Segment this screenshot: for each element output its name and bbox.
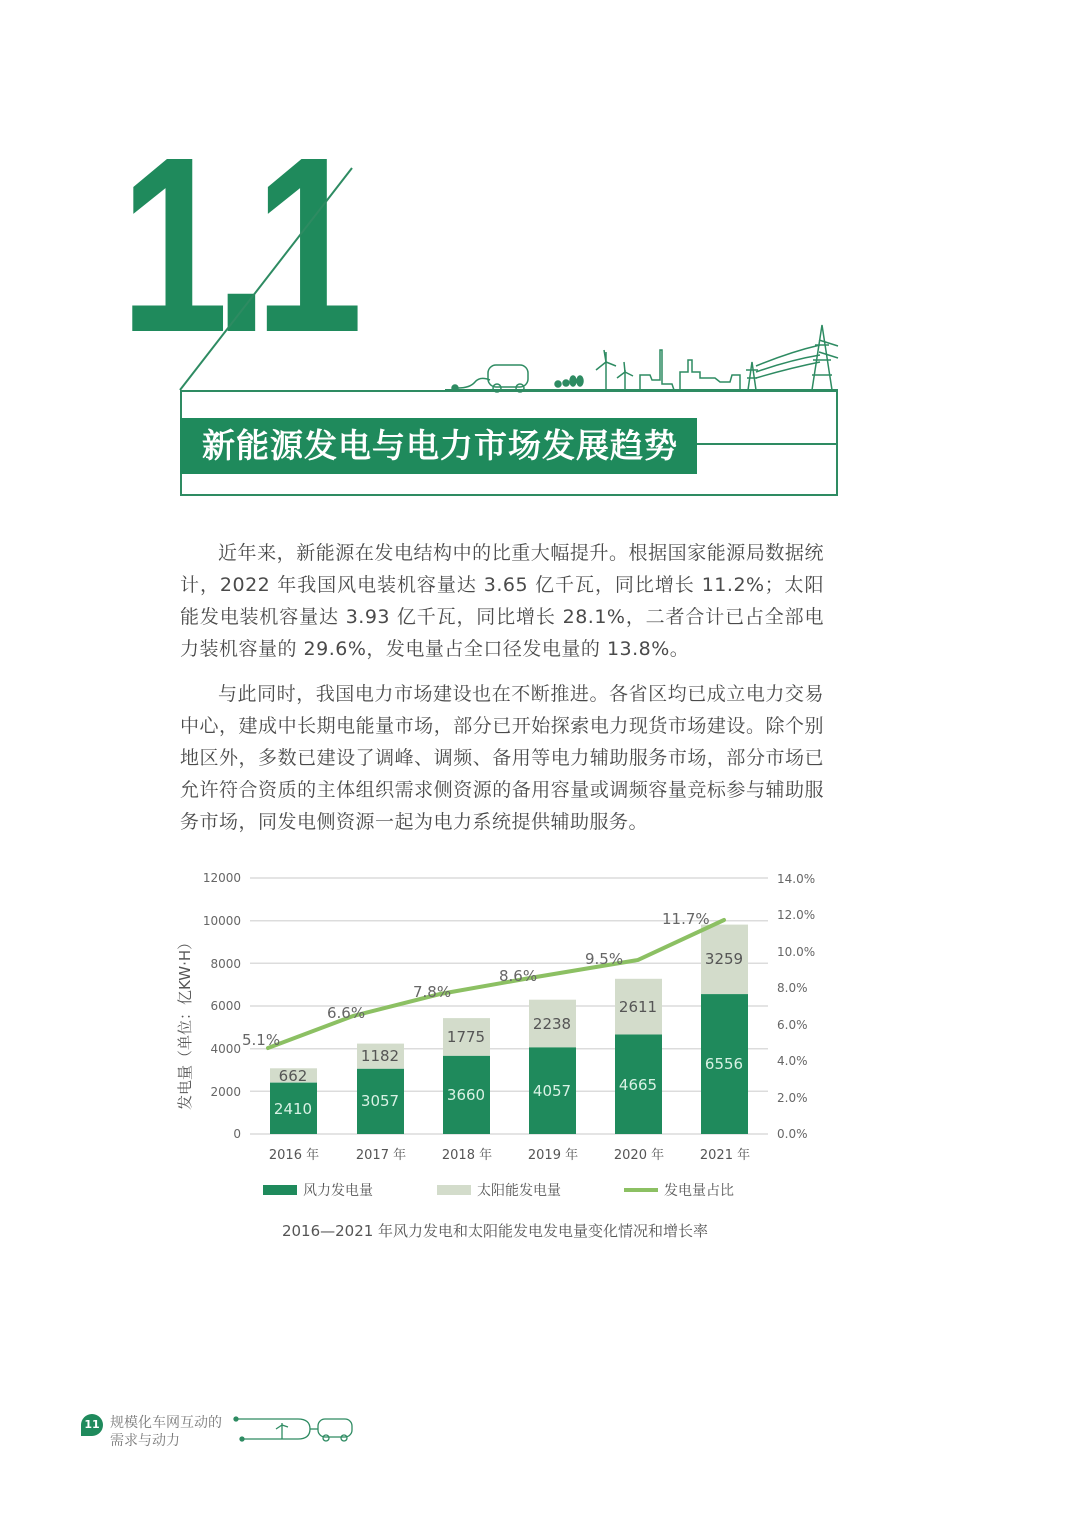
svg-text:6.6%: 6.6% [327,1004,366,1022]
svg-text:6000: 6000 [210,999,241,1013]
svg-text:1775: 1775 [446,1028,486,1046]
svg-text:3057: 3057 [360,1092,400,1110]
svg-text:12.0%: 12.0% [777,908,816,922]
wind-swatch [263,1185,297,1195]
left-axis-ticks [203,871,241,1141]
svg-text:2020 年: 2020 年 [613,1148,665,1163]
svg-text:2000: 2000 [210,1085,241,1099]
svg-text:2611: 2611 [618,998,658,1016]
svg-text:7.8%: 7.8% [413,983,452,1001]
svg-text:4.0%: 4.0% [777,1054,808,1068]
svg-text:5.1%: 5.1% [242,1031,281,1049]
svg-text:0: 0 [233,1127,241,1141]
svg-text:10000: 10000 [202,914,241,928]
svg-text:2016 年: 2016 年 [268,1148,320,1163]
y-axis-title: 发电量（单位：亿KW·H） [176,934,194,1110]
page-number-badge: 11 [81,1414,103,1436]
svg-text:4665: 4665 [618,1076,658,1094]
svg-text:4000: 4000 [210,1042,241,1056]
svg-text:2238: 2238 [532,1015,572,1033]
footer-car-illustration [230,1405,360,1450]
svg-text:2019 年: 2019 年 [527,1148,579,1163]
svg-text:6.0%: 6.0% [777,1018,808,1032]
svg-text:14.0%: 14.0% [777,872,816,886]
x-axis-labels [269,1147,750,1163]
svg-text:2410: 2410 [273,1100,313,1118]
svg-text:9.5%: 9.5% [585,950,624,968]
paragraph-2: 与此同时，我国电力市场建设也在不断推进。各省区均已成立电力交易中心，建成中长期电能量市场，部分已开始探索电力现货市场建设。除个别地区外，多数已建设了调峰、调频、备用等电力辅助服务市场，部分市场已允许符合资质的主体组织需求侧资源的备用容量或调频容量竞标参与辅助服务市场，同发电侧资源一起为电力系统提供辅助服务。 [180,683,824,833]
svg-text:2.0%: 2.0% [777,1091,808,1105]
svg-text:11.7%: 11.7% [662,910,710,928]
right-axis-ticks [777,872,815,1141]
legend-ratio: 发电量占比 [624,1180,734,1200]
legend-solar: 太阳能发电量 [437,1180,561,1200]
legend-wind: 风力发电量 [263,1180,373,1200]
svg-text:3259: 3259 [704,950,744,968]
svg-text:6556: 6556 [704,1055,744,1073]
bars [270,925,748,1134]
svg-text:8000: 8000 [210,957,241,971]
svg-text:2021 年: 2021 年 [699,1148,751,1163]
svg-text:8.6%: 8.6% [499,967,538,985]
svg-text:12000: 12000 [202,871,241,885]
svg-text:2018 年: 2018 年 [441,1148,493,1163]
chart-caption: 2016—2021 年风力发电和太阳能发电发电量变化情况和增长率 [281,1222,709,1240]
svg-text:0.0%: 0.0% [777,1127,808,1141]
section-number: 1.1 [120,105,349,384]
paragraph-1: 近年来，新能源在发电结构中的比重大幅提升。根据国家能源局数据统计，2022 年我国风电装机容量达 3.65 亿千瓦，同比增长 11.2%；太阳能发电装机容量达 3.93 亿千瓦，同比增长 28.1%，二者合计已占全部电力装机容量的 29.6%，发电量占全口径发电量的 13.8%。 [180,542,824,660]
svg-text:3660: 3660 [446,1086,486,1104]
svg-text:2017 年: 2017 年 [355,1148,407,1163]
svg-text:4057: 4057 [532,1082,572,1100]
solar-swatch [437,1185,471,1195]
svg-text:8.0%: 8.0% [777,981,808,995]
svg-text:662: 662 [278,1067,308,1085]
ratio-swatch [624,1188,658,1192]
footer-title: 规模化车网互动的 需求与动力 [110,1415,222,1449]
svg-text:1182: 1182 [360,1047,400,1065]
svg-text:10.0%: 10.0% [777,945,816,959]
section-title: 新能源发电与电力市场发展趋势 [180,418,697,474]
